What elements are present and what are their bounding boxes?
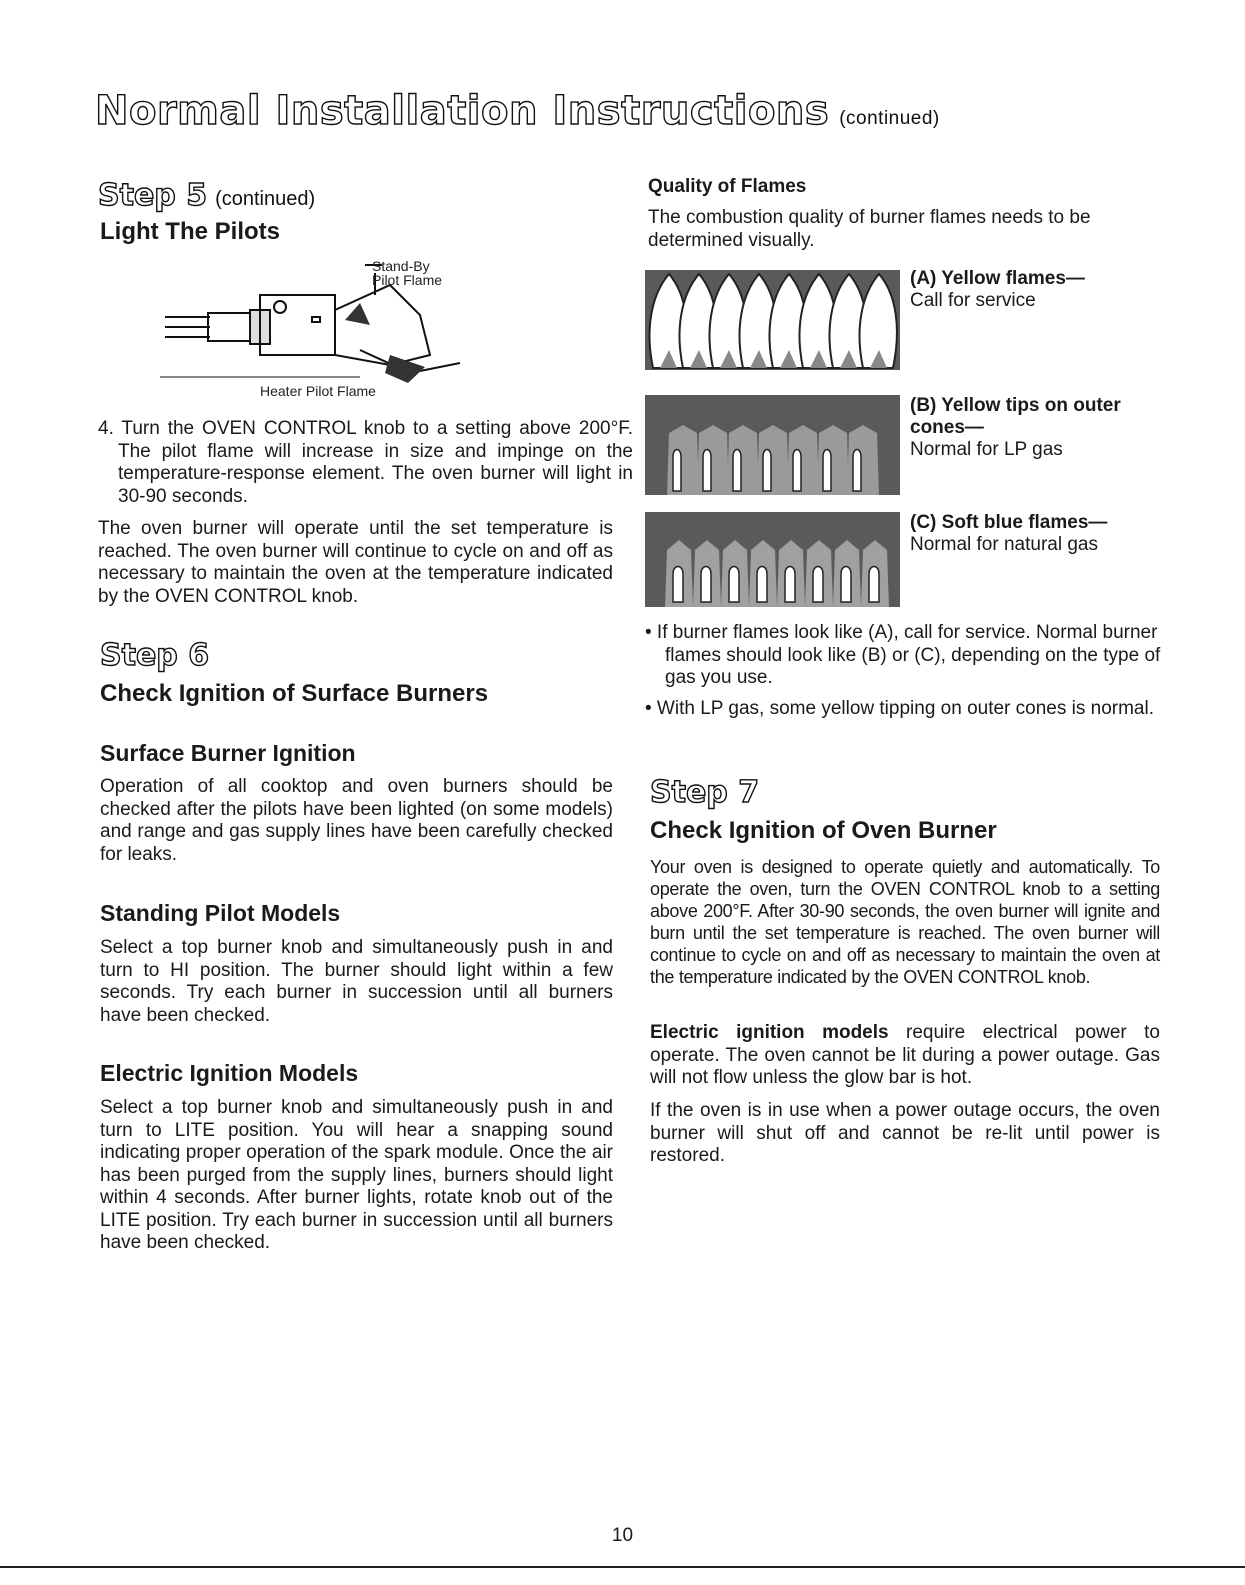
electric-models-paragraph xyxy=(650,1022,1160,1090)
electric-ignition-paragraph: Select a top burner knob and simultaneously push in and turn to LITE position. You will hear a snapping sound indicating proper operation of the spark module. Once the air has been purged from the supply lines, burners should light within 4 seconds. After burner lights, rotate knob out of the LITE position. Try each burner in succession until all burners have been checked. xyxy=(100,1097,613,1253)
step5-continued: (continued) xyxy=(215,188,316,210)
heater-caption: Heater Pilot Flame xyxy=(260,383,376,399)
power-outage-paragraph: If the oven is in use when a power outage occurs, the oven burner will shut off and cannot be re-lit until power is restored. xyxy=(650,1100,1160,1166)
electric-ignition-heading: Electric Ignition Models xyxy=(100,1060,359,1086)
flames-bullet-1: • If burner flames look like (A), call for service. Normal burner flames should look like (B) or (C), depending on the type of gas you use. xyxy=(645,622,1161,688)
flame-b-title: (B) Yellow tips on outer cones— xyxy=(910,395,1121,438)
flame-a-title: (A) Yellow flames— xyxy=(910,268,1085,289)
electric-models-rest: require electrical power to operate. The oven cannot be lit during a power outage. Gas will not flow unless the glow bar is hot. xyxy=(650,1022,1160,1088)
standing-pilot-paragraph: Select a top burner knob and simultaneously push in and turn to HI position. The burner should light within a few seconds. Try each burner in succession until all burners have been checked. xyxy=(100,937,613,1026)
flame-b-desc: Normal for LP gas xyxy=(910,439,1063,460)
flames-bullet-2: • With LP gas, some yellow tipping on outer cones is normal. xyxy=(645,698,1154,719)
yellow-flames-illustration xyxy=(645,270,900,370)
oven-ignition-paragraph: Your oven is designed to operate quietly and automatically. To operate the oven, turn the OVEN CONTROL knob to a setting above 200°F. After 30-90 seconds, the oven burner will ignite and burn until the set temperature is reached. The oven burner will continue to cycle on and off as necessary to maintain the oven at the temperature indicated by the OVEN CONTROL knob. xyxy=(650,857,1160,987)
standing-pilot-heading: Standing Pilot Models xyxy=(100,900,341,926)
step6-heading: Step 6 xyxy=(100,638,210,673)
standby-caption xyxy=(372,259,442,287)
pilot-diagram xyxy=(160,255,500,405)
page-title-continued: (continued) xyxy=(839,108,940,129)
page-number: 10 xyxy=(611,1525,634,1546)
check-oven-heading: Check Ignition of Oven Burner xyxy=(650,817,997,844)
surface-burner-paragraph: Operation of all cooktop and oven burners should be checked after the pilots have been lighted (on some models) and range and gas supply lines have been carefully checked for leaks. xyxy=(100,776,613,865)
light-pilots-heading: Light The Pilots xyxy=(100,218,280,245)
quality-heading: Quality of Flames xyxy=(648,176,807,197)
standby-line1: Stand-By xyxy=(372,258,430,274)
flame-c-title: (C) Soft blue flames— xyxy=(910,512,1108,533)
standby-line2: Pilot Flame xyxy=(372,272,443,288)
electric-models-bold: Electric ignition models xyxy=(650,1022,889,1043)
flame-image-b xyxy=(645,395,900,495)
flame-image-c xyxy=(645,512,900,607)
flame-image-a xyxy=(645,270,900,370)
oven-operation-paragraph: The oven burner will operate until the set temperature is reached. The oven burner will continue to cycle on and off as necessary to maintain the oven at the temperature indicated by the OVEN CONTROL knob. xyxy=(98,518,613,607)
flame-label-a xyxy=(910,268,1170,312)
soft-blue-flames-illustration xyxy=(645,512,900,607)
flame-a-desc: Call for service xyxy=(910,290,1036,311)
check-surface-heading: Check Ignition of Surface Burners xyxy=(100,680,489,707)
page-title-text: Normal Installation Instructions xyxy=(95,88,830,134)
step5-label: Step 5 xyxy=(98,178,208,213)
page-title xyxy=(95,88,940,134)
step5-heading xyxy=(98,178,315,213)
step7-heading: Step 7 xyxy=(650,775,760,810)
step4-item: 4. Turn the OVEN CONTROL knob to a setting above 200°F. The pilot flame will increase in size and impinge on the temperature-response element. The oven burner will light in 30-90 seconds. xyxy=(98,418,633,507)
surface-burner-ignition-heading: Surface Burner Ignition xyxy=(100,740,356,766)
quality-paragraph: The combustion quality of burner flames needs to be determined visually. xyxy=(648,207,1091,251)
yellow-tips-illustration xyxy=(645,395,900,495)
flame-label-c xyxy=(910,512,1170,556)
bottom-rule xyxy=(0,1566,1245,1568)
flame-label-b xyxy=(910,395,1170,461)
flame-c-desc: Normal for natural gas xyxy=(910,534,1098,555)
